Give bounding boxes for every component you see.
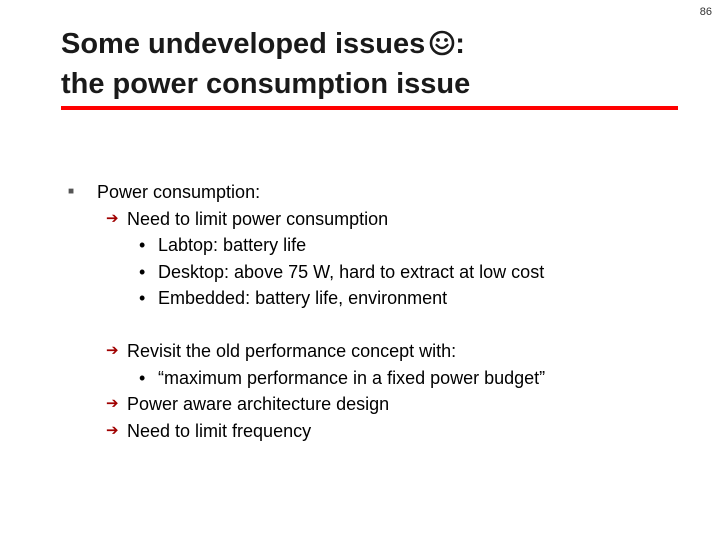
- smiley-face-icon: [429, 29, 455, 66]
- bullet-text: Power aware architecture design: [127, 394, 390, 414]
- bullet-text: Need to limit frequency: [127, 420, 312, 441]
- square-bullet-icon: ■: [68, 186, 75, 197]
- arrow-bullet-icon: ➔: [106, 342, 119, 359]
- bullet-revisit: [0, 338, 720, 365]
- dot-bullet-icon: •: [139, 367, 146, 388]
- bullet-text: Desktop: above 75 W, hard to extract at low cost: [158, 261, 545, 282]
- slide-body: [0, 179, 720, 444]
- bullet-power-consumption: [0, 179, 720, 206]
- title-text-1: Some undeveloped issues: [61, 28, 426, 60]
- title-line-2: the power consumption issue: [61, 68, 471, 100]
- bullet-labtop: [0, 232, 720, 259]
- arrow-bullet-icon: ➔: [106, 421, 119, 439]
- bullet-text: Need to limit power consumption: [127, 208, 389, 229]
- dot-bullet-icon: •: [139, 261, 146, 282]
- bullet-text: Embedded: battery life, environment: [158, 288, 448, 308]
- page-number: 86: [699, 6, 712, 18]
- bullet-text: Power consumption:: [97, 182, 261, 202]
- bullet-limit-frequency: [0, 418, 720, 445]
- bullet-embedded: [0, 285, 720, 312]
- bullet-maximum-performance: [0, 365, 720, 392]
- bullet-power-aware: [0, 391, 720, 418]
- bullet-text: “maximum performance in a fixed power budget”: [158, 367, 546, 388]
- arrow-bullet-icon: ➔: [106, 209, 119, 227]
- title-underline: [61, 106, 678, 110]
- bullet-text: Revisit the old performance concept with:: [127, 341, 457, 361]
- dot-bullet-icon: •: [139, 235, 146, 255]
- slide-title: [61, 26, 470, 103]
- spacer: [0, 312, 720, 339]
- title-colon: :: [455, 28, 465, 60]
- bullet-text: Labtop: battery life: [158, 235, 307, 255]
- bullet-need-limit-power: [0, 206, 720, 233]
- dot-bullet-icon: •: [139, 288, 146, 308]
- title-line-1: [61, 26, 470, 66]
- bullet-desktop: [0, 259, 720, 286]
- arrow-bullet-icon: ➔: [106, 395, 119, 412]
